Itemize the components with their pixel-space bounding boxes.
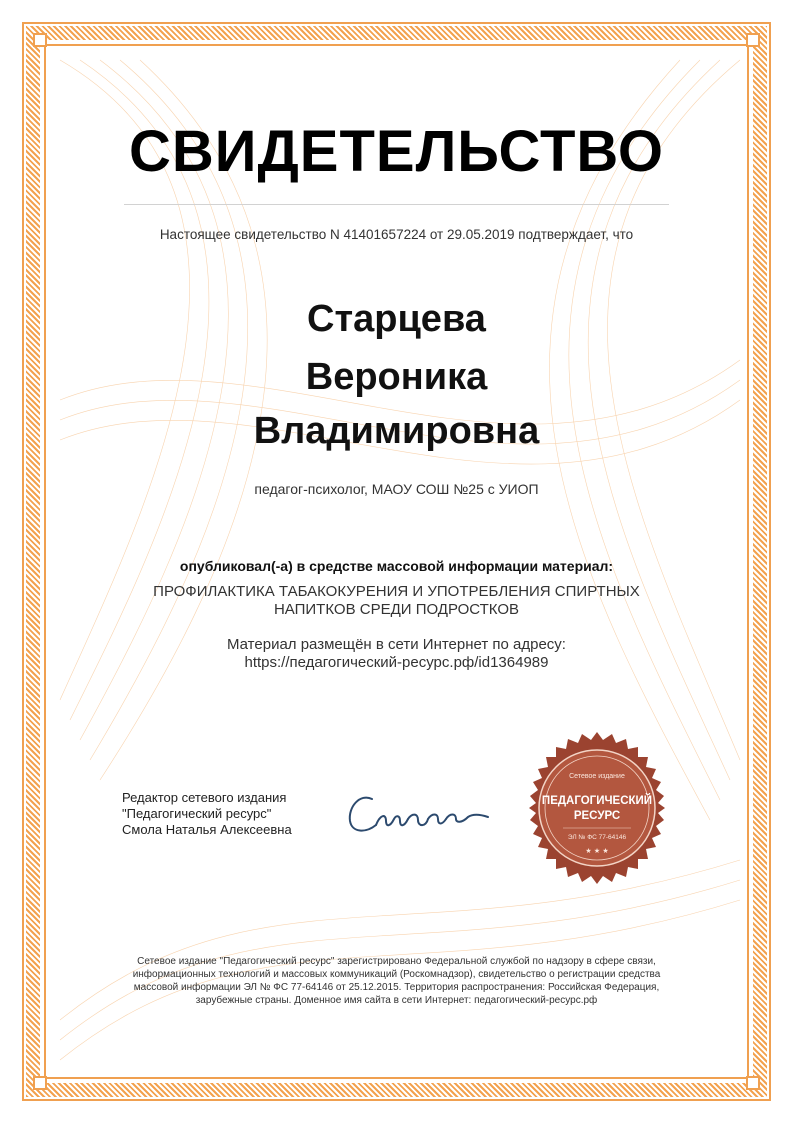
editor-line-3: Смола Наталья Алексеевна	[122, 822, 292, 837]
seal-top-text: Сетевое издание	[569, 773, 625, 780]
frame-corner	[746, 33, 760, 47]
recipient-surname: Старцева	[307, 298, 486, 340]
publisher-seal	[519, 730, 675, 886]
seal-registration: ЭЛ № ФС 77-64146	[567, 834, 627, 841]
seal-main-line-1: ПЕДАГОГИЧЕСКИЙ	[541, 795, 653, 807]
material-title: ПРОФИЛАКТИКА ТАБАКОКУРЕНИЯ И УПОТРЕБЛЕНИЯ СПИРТНЫХ НАПИТКОВ СРЕДИ ПОДРОСТКОВ	[153, 583, 640, 618]
certificate-title: СВИДЕТЕЛЬСТВО	[129, 119, 664, 184]
frame-corner	[33, 1076, 47, 1090]
footer-legal-notice: Сетевое издание "Педагогический ресурс" зарегистрировано Федеральной службой по надзору в сфере связи, информационных технологий и массовых коммуникаций (Роскомнадзор), свидетельство о регистрации средства массовой информации ЭЛ № ФС 77-64146 от 25.12.2015. Территория распространения: Российская Федерация, зарубежные страны. Доменное имя сайта в сети Интернет: педагогический-ресурс.рф	[132, 956, 661, 1006]
recipient-position: педагог-психолог, МАОУ СОШ №25 с УИОП	[254, 481, 539, 497]
recipient-first-name: Вероника	[305, 356, 488, 398]
frame-corner	[746, 1076, 760, 1090]
seal-main-line-2: РЕСУРС	[573, 810, 621, 822]
recipient-patronymic: Владимировна	[253, 410, 540, 452]
placement-block	[0, 636, 793, 672]
title-divider	[124, 204, 669, 205]
certificate-intro: Настоящее свидетельство N 41401657224 от 29.05.2019 подтверждает, что	[159, 227, 634, 242]
editor-line-1: Редактор сетевого издания	[122, 790, 287, 805]
editor-line-2: "Педагогический ресурс"	[122, 806, 272, 821]
editor-signature	[342, 785, 492, 845]
placement-label: Материал размещён в сети Интернет по адресу:	[227, 636, 566, 653]
frame-corner	[33, 33, 47, 47]
editor-block	[122, 790, 342, 838]
placement-url: https://педагогический-ресурс.рф/id1364989	[244, 654, 549, 671]
seal-stars: ★ ★ ★	[585, 847, 609, 855]
published-label: опубликовал(-а) в средстве массовой информации материал:	[179, 558, 614, 574]
